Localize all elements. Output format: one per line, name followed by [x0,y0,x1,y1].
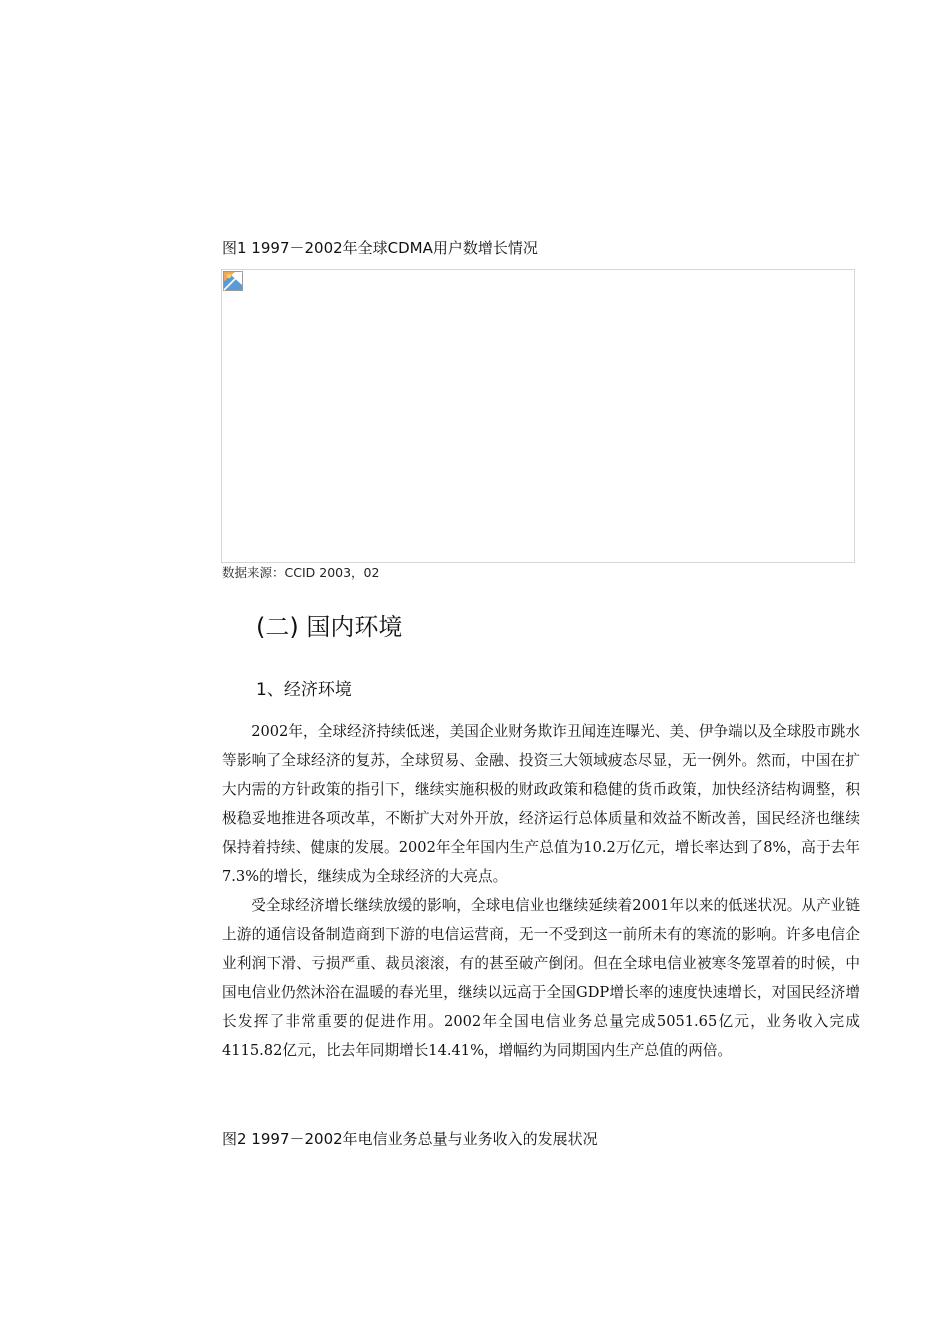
body-paragraph: 2002年，全球经济持续低迷，美国企业财务欺诈丑闻连连曝光、美、伊争端以及全球股市跳水等影响了全球经济的复苏，全球贸易、金融、投资三大领域疲态尽显，无一例外。然而，中国在扩大内需的方针政策的指引下，继续实施积极的财政政策和稳健的货币政策，加快经济结构调整，积极稳妥地推进各项改革，不断扩大对外开放，经济运行总体质量和效益不断改善，国民经济也继续保持着持续、健康的发展。2002年全年国内生产总值为10.2万亿元，增长率达到了8%，高于去年7.3%的增长，继续成为全球经济的大亮点。 [222,723,860,886]
figure1-source: 数据来源：CCID 2003，02 [222,565,380,580]
sub-heading: 1、经济环境 [256,680,352,700]
body-paragraph: 受全球经济增长继续放缓的影响，全球电信业也继续延续着2001年以来的低迷状况。从产业链上游的通信设备制造商到下游的电信运营商，无一不受到这一前所未有的寒流的影响。许多电信企业利润下滑、亏损严重、裁员滚滚，有的甚至破产倒闭。但在全球电信业被寒冬笼罩着的时候，中国电信业仍然沐浴在温暖的春光里，继续以远高于全国GDP增长率的速度快速增长，对国民经济增长发挥了非常重要的促进作用。2002年全国电信业务总量完成5051.65亿元，业务收入完成4115.82亿元，比去年同期增长14.41%，增幅约为同期国内生产总值的两倍。 [222,897,860,1060]
figure1-image-placeholder [221,269,855,563]
broken-image-icon [223,271,243,291]
section-heading: (二) 国内环境 [256,613,403,641]
figure1-caption: 图1 1997－2002年全球CDMA用户数增长情况 [222,239,538,257]
figure2-caption: 图2 1997－2002年电信业务总量与业务收入的发展状况 [222,1130,598,1148]
